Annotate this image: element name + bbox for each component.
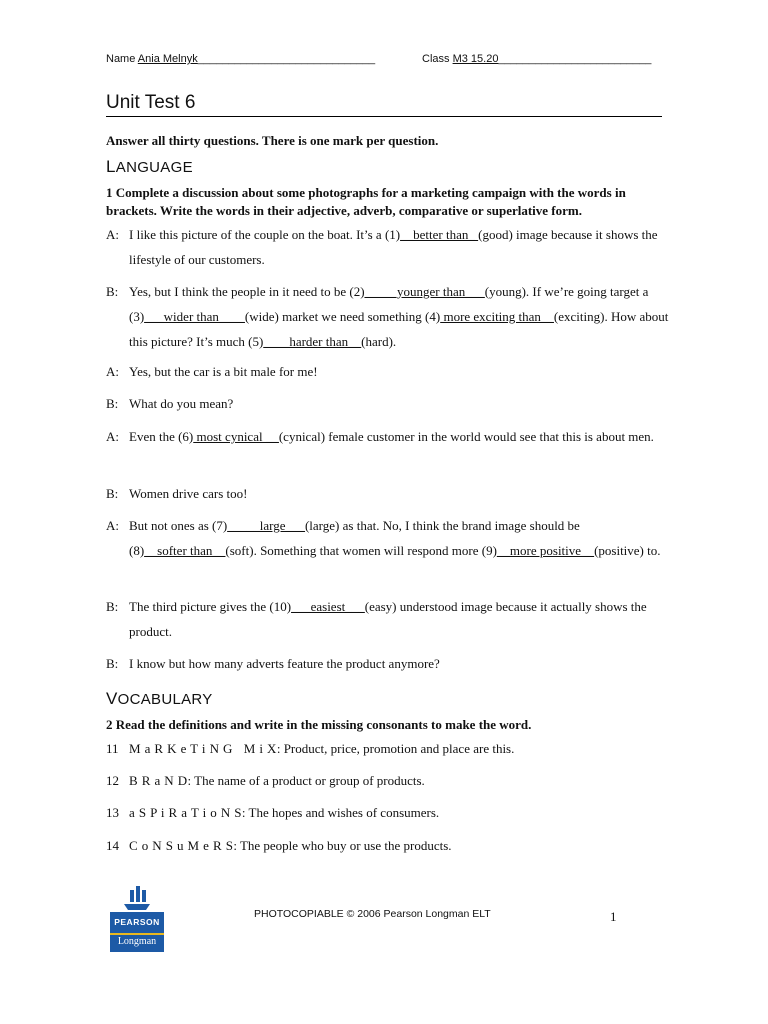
dialogue-text: I know but how many adverts feature the product anymore? (129, 656, 440, 671)
dialogue-line (129, 279, 669, 354)
vocab-word[interactable]: C o N S u M e R S (129, 838, 234, 853)
section-vocabulary-heading: VOCABULARY (106, 689, 213, 708)
vocab-item (106, 800, 439, 825)
speaker-label: B: (106, 599, 119, 614)
dialogue-text: What do you mean? (129, 396, 234, 411)
dialogue-text: Yes, but the car is a bit male for me! (129, 364, 318, 379)
pearson-longman-logo (110, 886, 164, 952)
logo-longman-text: Longman (117, 936, 157, 947)
dialogue-text: (young). If we’re going target a (3) (129, 284, 649, 324)
task-2-instruction: 2 Read the definitions and write in the missing consonants to make the word. (106, 717, 532, 732)
dialogue-line (129, 391, 669, 416)
speaker-label: A: (106, 429, 119, 444)
dialogue-line (129, 594, 669, 644)
answer-blank[interactable]: ___wider than____ (144, 309, 245, 324)
speaker-label: B: (106, 284, 119, 299)
instructions: Answer all thirty questions. There is one mark per question. (106, 133, 439, 148)
dialogue-text: But not ones as (7) (129, 518, 228, 533)
logo-pearson-text: PEARSON (114, 917, 160, 927)
vocab-number: 12 (106, 773, 119, 788)
dialogue-line (129, 513, 669, 563)
section-language-heading: LANGUAGE (106, 157, 193, 176)
dialogue-line (129, 481, 669, 506)
answer-blank[interactable]: ___easiest___ (291, 599, 365, 614)
vocab-word[interactable]: B R a N D (129, 773, 188, 788)
answer-blank[interactable]: ____harder than__ (263, 334, 362, 349)
footer-copyright: PHOTOCOPIABLE © 2006 Pearson Longman ELT (254, 908, 491, 920)
vocab-word[interactable]: a S P i R a T i o N S (129, 805, 242, 820)
dialogue-text: (hard). (361, 334, 397, 349)
answer-blank[interactable]: most cynical __ (193, 429, 279, 444)
student-name: Ania Melnyk (137, 53, 198, 65)
speaker-label: A: (106, 364, 119, 379)
dialogue-line (129, 651, 669, 676)
dialogue-text: (soft). Something that women will respond more (9) (225, 543, 497, 558)
dialogue-text: (large) as that. No, I think the brand image should be (8) (129, 518, 580, 558)
answer-blank[interactable]: __softer than__ (144, 543, 226, 558)
dialogue-text: Even the (6) (129, 429, 194, 444)
answer-blank[interactable]: _____younger than___ (364, 284, 485, 299)
dialogue-line (129, 222, 669, 272)
speaker-label: A: (106, 518, 119, 533)
dialogue-text: I like this picture of the couple on the boat. It’s a (1) (129, 227, 401, 242)
vocab-definition: : The hopes and wishes of consumers. (241, 805, 440, 820)
vocab-number: 13 (106, 805, 119, 820)
vocab-word[interactable]: M a R K e T i N G M i X (129, 741, 277, 756)
name-field: Name Ania Melnyk_____________________________ (106, 53, 376, 65)
vocab-definition: : Product, price, promotion and place are this. (276, 741, 515, 756)
vocab-definition: : The people who buy or use the products. (233, 838, 452, 853)
vocab-number: 14 (106, 838, 119, 853)
vocab-definition: : The name of a product or group of products. (187, 773, 425, 788)
dialogue-line (129, 424, 669, 449)
dialogue-text: The third picture gives the (10) (129, 599, 292, 614)
dialogue-text: Women drive cars too! (129, 486, 248, 501)
speaker-label: B: (106, 656, 119, 671)
vocab-item (106, 768, 425, 793)
speaker-label: A: (106, 227, 119, 242)
answer-blank[interactable]: _____large___ (227, 518, 305, 533)
speaker-label: B: (106, 486, 119, 501)
answer-blank[interactable]: __more positive__ (496, 543, 595, 558)
dialogue-line (129, 359, 669, 384)
dialogue-text: Yes, but I think the people in it need to be (2) (129, 284, 365, 299)
dialogue-text: (easy) understood image because it actually shows the product. (129, 599, 647, 639)
vocab-number: 11 (106, 741, 119, 756)
dialogue-text: (good) image because it shows the lifestyle of our customers. (129, 227, 658, 267)
vocab-item (106, 833, 452, 858)
dialogue-text: (positive) to. (594, 543, 661, 558)
vocab-item (106, 736, 514, 761)
answer-blank[interactable]: __better than_ (400, 227, 479, 242)
answer-blank[interactable]: more exciting than__ (440, 309, 554, 324)
class-field: Class M3 15.20_________________________ (422, 53, 652, 65)
page-number: 1 (610, 909, 617, 924)
title-rule (106, 116, 662, 117)
speaker-label: B: (106, 396, 119, 411)
dialogue-text: (exciting). How about this picture? It’s much (5) (129, 309, 669, 349)
page-title: Unit Test 6 (106, 92, 196, 113)
task-1-instruction: 1 Complete a discussion about some photographs for a marketing campaign with the words in brackets. Write the words in their adjective, adverb, comparative or superlative form. (106, 185, 626, 218)
class-code: M3 15.20 (452, 53, 499, 65)
dialogue-text: (cynical) female customer in the world would see that this is about men. (278, 429, 654, 444)
dialogue-text: (wide) market we need something (4) (244, 309, 441, 324)
